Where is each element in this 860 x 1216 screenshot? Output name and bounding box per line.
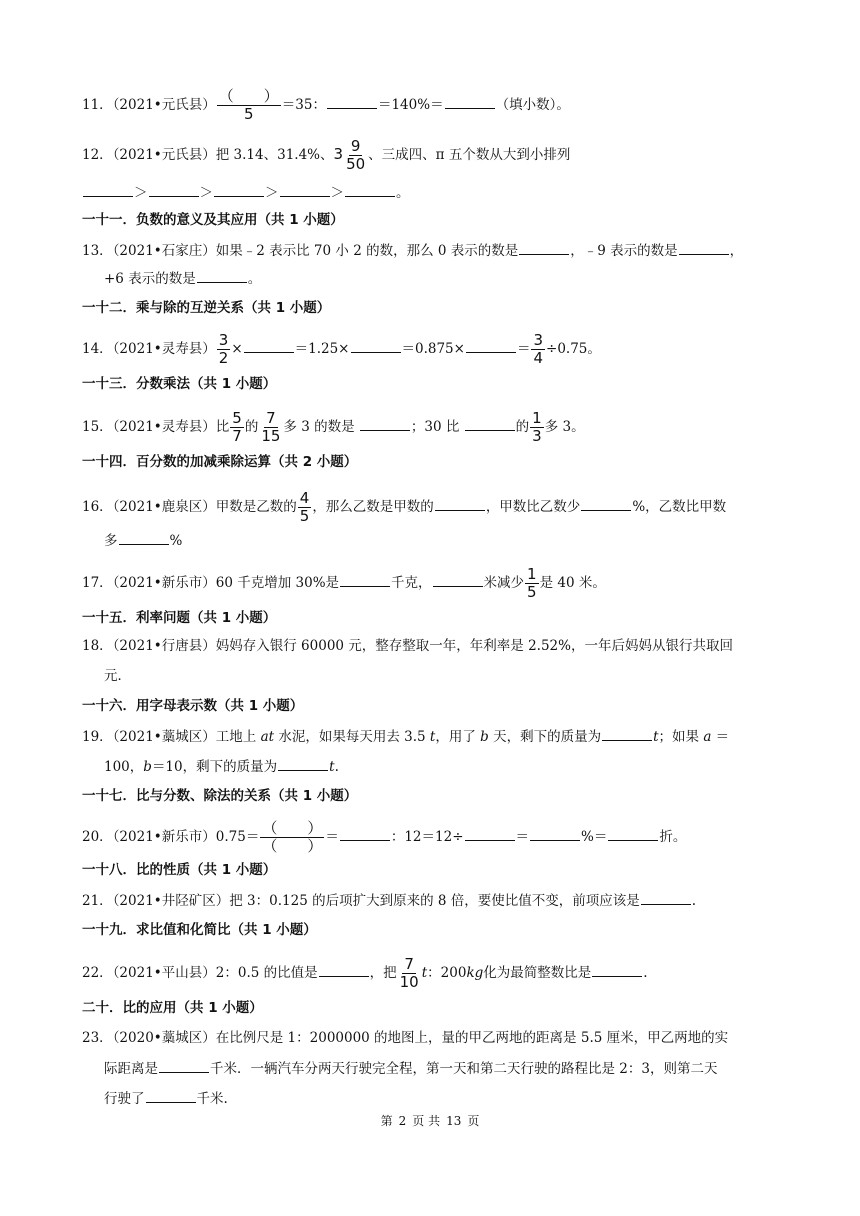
- answer-blank[interactable]: [466, 338, 516, 353]
- fraction: $\frac{1}{3}$: [532, 409, 542, 445]
- answer-blank[interactable]: [327, 94, 377, 109]
- answer-blank[interactable]: [319, 962, 369, 977]
- fraction: $\frac{9}{50}$: [346, 137, 366, 173]
- section-heading: 一十五．利率问题（共 1 小题）: [82, 610, 277, 626]
- answer-blank[interactable]: [159, 1058, 209, 1073]
- answer-blank[interactable]: [278, 756, 328, 771]
- answer-blank[interactable]: [119, 530, 169, 545]
- answer-blank[interactable]: [641, 890, 691, 905]
- fraction: $\frac{3}{4}$: [533, 331, 544, 367]
- answer-blank[interactable]: [351, 338, 401, 353]
- answer-blank[interactable]: [214, 182, 264, 197]
- question-18-cont: 元．: [104, 668, 131, 684]
- question-22: 22．（2021•平山县）2：0.5 的比值是 ，把 $\frac{7}{10}$ t：200kg化为最简整数比是 .: [82, 955, 648, 991]
- fraction: $\frac{1}{5}$: [527, 565, 537, 601]
- question-19: 19．（2021•藁城区）工地上 at 水泥，如果每天用去 3.5 t，用了 b 天，剩下的质量为 t；如果 a ＝: [82, 726, 729, 747]
- question-21: 21．（2021•井陉矿区）把 3：0.125 的后项扩大到原来的 8 倍，要使比值不变，前项应该是 .: [82, 890, 696, 911]
- answer-blank[interactable]: [149, 182, 199, 197]
- answer-blank[interactable]: [433, 572, 483, 587]
- answer-blank[interactable]: [465, 416, 515, 431]
- question-11: 11．（2021•元氏县） $\frac{( )}{5}$ ＝35： ＝140%＝ （填小数）。: [82, 87, 570, 123]
- answer-blank[interactable]: [345, 182, 395, 197]
- answer-blank[interactable]: [602, 726, 652, 741]
- question-13-cont: +6 表示的数是 。: [104, 268, 261, 289]
- question-23-cont: 际距离是 千米．一辆汽车分两天行驶完全程，第一天和第二天行驶的路程比是 2：3，则第二天: [104, 1058, 717, 1079]
- section-heading: 一十三．分数乘法（共 1 小题）: [82, 376, 277, 392]
- fraction: $\frac{7}{15}$: [261, 409, 281, 445]
- question-18: 18．（2021•行唐县）妈妈存入银行 60000 元，整存整取一年，年利率是 2.52%，一年后妈妈从银行共取回: [82, 638, 733, 654]
- fraction: $\frac{( )}{5}$: [218, 87, 279, 123]
- section-heading: 一十四．百分数的加减乘除运算（共 2 小题）: [82, 454, 358, 470]
- section-heading: 一十九．求比值和化简比（共 1 小题）: [82, 922, 317, 938]
- question-14: 14．（2021•灵寿县） $\frac{3}{2}$ × ＝1.25× ＝0.875× ＝ $\frac{3}{4}$ ÷0.75。: [82, 331, 601, 367]
- answer-blank[interactable]: [445, 94, 495, 109]
- question-16-cont: 多 %: [104, 530, 182, 551]
- answer-blank[interactable]: [197, 268, 247, 283]
- answer-blank[interactable]: [83, 182, 133, 197]
- fraction: $\frac{3}{2}$: [218, 331, 229, 367]
- question-17: 17．（2021•新乐市）60 千克增加 30%是 千克， 米减少 $\frac{1}{5}$ 是 40 米。: [82, 565, 606, 601]
- answer-blank[interactable]: [608, 826, 658, 841]
- section-heading: 二十．比的应用（共 1 小题）: [82, 1000, 263, 1016]
- section-heading: 一十二．乘与除的互逆关系（共 1 小题）: [82, 300, 331, 316]
- answer-blank[interactable]: [146, 1088, 196, 1103]
- answer-blank[interactable]: [679, 240, 729, 255]
- section-heading: 一十六．用字母表示数（共 1 小题）: [82, 698, 304, 714]
- fraction: $\frac{7}{10}$: [399, 955, 419, 991]
- answer-blank[interactable]: [465, 826, 515, 841]
- answer-blank[interactable]: [280, 182, 330, 197]
- section-heading: 一十一．负数的意义及其应用（共 1 小题）: [82, 212, 344, 228]
- question-12-answers: ＞ ＞ ＞ ＞ 。: [82, 182, 410, 203]
- section-heading: 一十八．比的性质（共 1 小题）: [82, 862, 277, 878]
- question-23: 23．（2020•藁城区）在比例尺是 1：2000000 的地图上，量的甲乙两地的距离是 5.5 厘米，甲乙两地的实: [82, 1030, 729, 1046]
- answer-blank[interactable]: [360, 416, 410, 431]
- answer-blank[interactable]: [244, 338, 294, 353]
- fraction: $\frac{4}{5}$: [299, 489, 310, 525]
- question-13: 13．（2021•石家庄）如果﹣2 表示比 70 小 2 的数，那么 0 表示的数是 ，﹣9 表示的数是 ，: [82, 240, 743, 261]
- question-16: 16．（2021•鹿泉区）甲数是乙数的 $\frac{4}{5}$ ，那么乙数是甲数的 ，甲数比乙数少 %，乙数比甲数: [82, 489, 727, 525]
- answer-blank[interactable]: [530, 826, 580, 841]
- question-20: 20．（2021•新乐市）0.75＝ $\frac{( )}{( )}$ ＝ ：12＝12÷ ＝ %＝ 折。: [82, 819, 687, 855]
- answer-blank[interactable]: [340, 572, 390, 587]
- question-12: 12．（2021•元氏县）把 3.14、31.4%、3 $\frac{9}{50}$ 、三成四、π 五个数从大到小排列: [82, 137, 571, 173]
- answer-blank[interactable]: [592, 962, 642, 977]
- page-footer: 第 2 页 共 13 页: [380, 1114, 480, 1128]
- answer-blank[interactable]: [519, 240, 569, 255]
- question-23-cont2: 行驶了 千米.: [104, 1088, 228, 1109]
- answer-blank[interactable]: [581, 496, 631, 511]
- fraction: $\frac{( )}{( )}$: [262, 819, 323, 855]
- answer-blank[interactable]: [435, 496, 485, 511]
- fraction: $\frac{5}{7}$: [232, 409, 242, 445]
- question-19-cont: 100，b＝10，剩下的质量为 t.: [104, 756, 339, 777]
- answer-blank[interactable]: [340, 826, 390, 841]
- section-heading: 一十七．比与分数、除法的关系（共 1 小题）: [82, 788, 358, 804]
- question-15: 15．（2021•灵寿县）比 $\frac{5}{7}$ 的 $\frac{7}{15}$ 多 3 的数是 ；30 比 的 $\frac{1}{3}$ 多 3。: [82, 409, 585, 445]
